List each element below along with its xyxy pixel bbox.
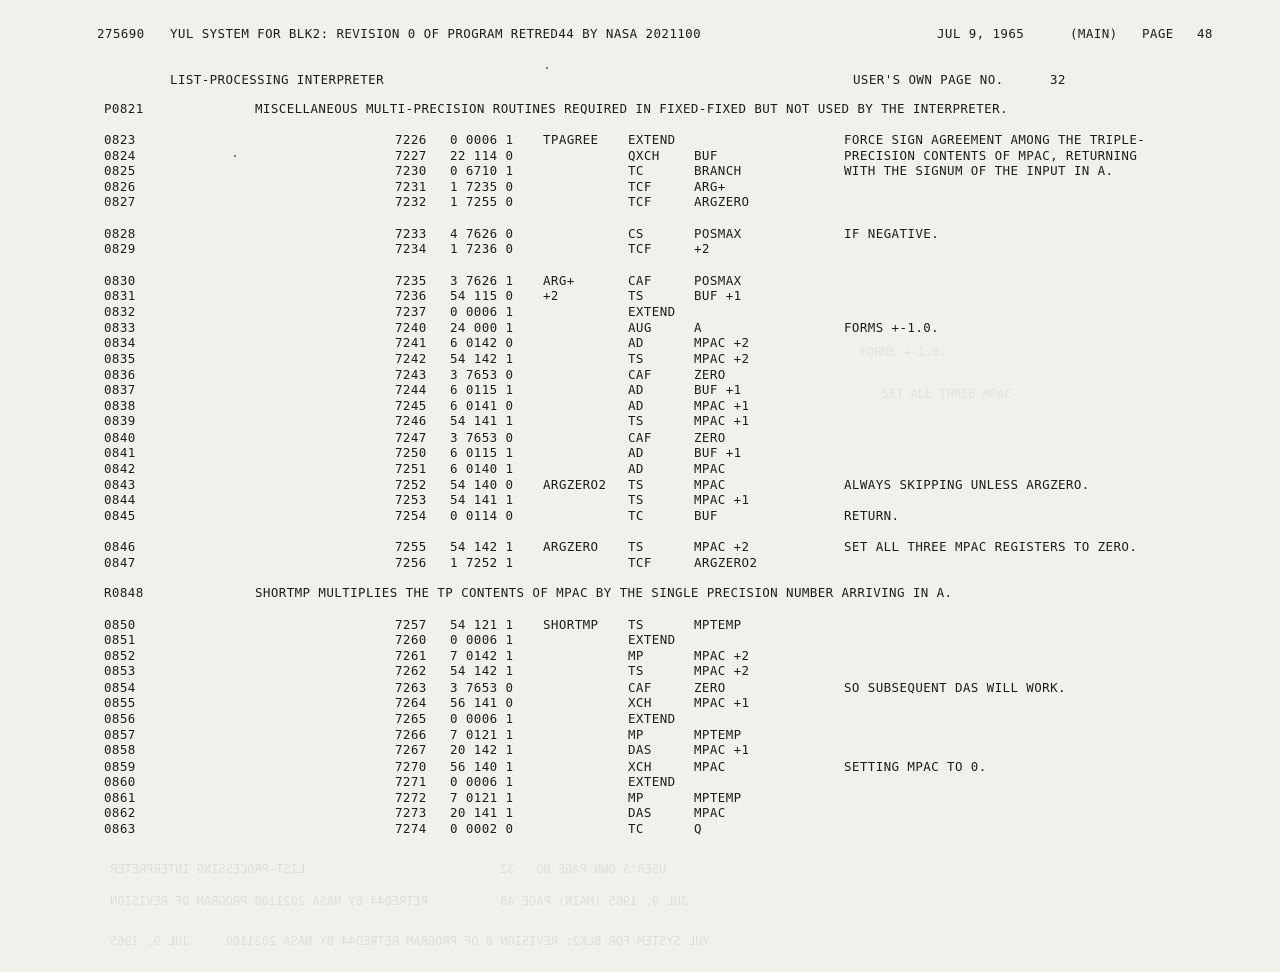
page-number: 48 [1197,26,1213,41]
listing-operand: MPAC [694,805,726,820]
listing-addr: 7267 [395,742,427,757]
listing-addr: 7226 [395,132,427,147]
listing-addr: 7261 [395,648,427,663]
section-banner: SHORTMP MULTIPLIES THE TP CONTENTS OF MPAC BY THE SINGLE PRECISION NUMBER ARRIVING IN A. [255,585,953,600]
page-label: PAGE [1142,26,1174,41]
listing-addr: 7245 [395,398,427,413]
listing-op: TS [628,351,644,366]
listing-code: 0 0006 1 [450,711,514,726]
listing-op: TS [628,288,644,303]
listing-label: +2 [543,288,559,303]
listing-line: 0826 [104,179,136,194]
listing-code: 56 141 0 [450,695,514,710]
listing-subtitle: LIST-PROCESSING INTERPRETER [170,72,384,87]
listing-operand: BUF [694,148,718,163]
listing-operand: MPAC +2 [694,648,750,663]
listing-operand: BUF [694,508,718,523]
listing-code: 6 0140 1 [450,461,514,476]
listing-addr: 7241 [395,335,427,350]
listing-addr: 7252 [395,477,427,492]
listing-code: 54 142 1 [450,663,514,678]
listing-addr: 7257 [395,617,427,632]
listing-label: TPAGREE [543,132,599,147]
listing-op: TS [628,492,644,507]
listing-op: CAF [628,430,652,445]
listing-operand: MPTEMP [694,790,742,805]
listing-operand: MPAC +2 [694,335,750,350]
listing-addr: 7243 [395,367,427,382]
listing-addr: 7270 [395,759,427,774]
listing-code: 1 7236 0 [450,241,514,256]
listing-line: 0824 [104,148,136,163]
listing-line: 0839 [104,413,136,428]
listing-operand: MPAC [694,759,726,774]
listing-line: 0832 [104,304,136,319]
listing-comment: WITH THE SIGNUM OF THE INPUT IN A. [844,163,1114,178]
listing-op: XCH [628,695,652,710]
page-speck [234,155,236,157]
listing-line: P0821 [104,101,144,116]
listing-addr: 7253 [395,492,427,507]
bleed-through-line-3: YUL SYSTEM FOR BLK2: REVISION 0 OF PROGRAM RETRED44 BY NASA 2021100 JUL 9, 1965 [110,934,710,948]
listing-line: 0823 [104,132,136,147]
listing-line: 0840 [104,430,136,445]
listing-addr: 7254 [395,508,427,523]
listing-operand: BRANCH [694,163,742,178]
listing-operand: ZERO [694,430,726,445]
listing-title: YUL SYSTEM FOR BLK2: REVISION 0 OF PROGRAM RETRED44 BY NASA 2021100 [170,26,702,41]
listing-addr: 7240 [395,320,427,335]
listing-addr: 7232 [395,194,427,209]
listing-line: 0831 [104,288,136,303]
listing-addr: 7233 [395,226,427,241]
listing-line: 0829 [104,241,136,256]
listing-operand: MPAC +1 [694,413,750,428]
listing-addr: 7271 [395,774,427,789]
listing-line: 0833 [104,320,136,335]
listing-operand: MPAC [694,461,726,476]
users-page-number: 32 [1050,72,1066,87]
listing-line: 0827 [104,194,136,209]
listing-op: CAF [628,367,652,382]
listing-line: 0863 [104,821,136,836]
listing-op: EXTEND [628,304,676,319]
listing-line: 0854 [104,680,136,695]
listing-id: 275690 [97,26,145,41]
listing-line: R0848 [104,585,144,600]
listing-code: 20 141 1 [450,805,514,820]
listing-op: TS [628,539,644,554]
listing-code: 0 0002 0 [450,821,514,836]
listing-code: 3 7653 0 [450,430,514,445]
listing-operand: MPAC +2 [694,663,750,678]
listing-op: MP [628,727,644,742]
listing-operand: BUF +1 [694,288,742,303]
listing-addr: 7266 [395,727,427,742]
listing-addr: 7256 [395,555,427,570]
listing-addr: 7246 [395,413,427,428]
listing-operand: ARGZERO [694,194,750,209]
listing-op: MP [628,790,644,805]
listing-comment: SO SUBSEQUENT DAS WILL WORK. [844,680,1066,695]
page-speck [546,67,548,69]
listing-code: 1 7235 0 [450,179,514,194]
listing-addr: 7264 [395,695,427,710]
listing-op: EXTEND [628,774,676,789]
listing-code: 7 0121 1 [450,727,514,742]
listing-label: ARGZERO2 [543,477,607,492]
listing-op: TCF [628,194,652,209]
listing-line: 0856 [104,711,136,726]
listing-line: 0835 [104,351,136,366]
listing-line: 0859 [104,759,136,774]
listing-operand: MPAC +2 [694,351,750,366]
listing-op: TC [628,508,644,523]
listing-comment: FORCE SIGN AGREEMENT AMONG THE TRIPLE- [844,132,1146,147]
listing-op: EXTEND [628,132,676,147]
listing-code: 0 0006 1 [450,304,514,319]
listing-addr: 7230 [395,163,427,178]
listing-line: 0844 [104,492,136,507]
listing-line: 0860 [104,774,136,789]
listing-addr: 7274 [395,821,427,836]
listing-operand: MPAC +1 [694,742,750,757]
listing-operand: MPAC +2 [694,539,750,554]
listing-operand: MPAC [694,477,726,492]
listing-line: 0853 [104,663,136,678]
listing-operand: POSMAX [694,226,742,241]
listing-op: DAS [628,805,652,820]
listing-op: CAF [628,680,652,695]
listing-addr: 7234 [395,241,427,256]
listing-line: 0850 [104,617,136,632]
listing-code: 6 0115 1 [450,445,514,460]
listing-operand: BUF +1 [694,445,742,460]
listing-addr: 7247 [395,430,427,445]
listing-code: 6 0141 0 [450,398,514,413]
listing-code: 7 0142 1 [450,648,514,663]
listing-label: SHORTMP [543,617,599,632]
listing-operand: ZERO [694,367,726,382]
listing-op: TS [628,663,644,678]
listing-line: 0861 [104,790,136,805]
listing-label: ARGZERO [543,539,599,554]
listing-addr: 7262 [395,663,427,678]
listing-code: 54 142 1 [450,539,514,554]
bleed-through-line-2: JUL 9, 1965 (MAIN) PAGE 48 RETRED44 BY NASA 2021100 PROGRAM OF REVISION [110,894,688,908]
listing-addr: 7227 [395,148,427,163]
listing-comment: FORMS +-1.0. [844,320,940,335]
listing-line: 0851 [104,632,136,647]
listing-op: EXTEND [628,711,676,726]
listing-line: 0843 [104,477,136,492]
listing-op: CAF [628,273,652,288]
listing-operand: POSMAX [694,273,742,288]
listing-date: JUL 9, 1965 [937,26,1025,41]
listing-operand: MPTEMP [694,727,742,742]
listing-addr: 7244 [395,382,427,397]
listing-line: 0855 [104,695,136,710]
listing-line: 0830 [104,273,136,288]
listing-operand: A [694,320,702,335]
listing-addr: 7251 [395,461,427,476]
listing-addr: 7250 [395,445,427,460]
listing-line: 0852 [104,648,136,663]
listing-addr: 7235 [395,273,427,288]
listing-code: 0 0114 0 [450,508,514,523]
listing-operand: ARGZERO2 [694,555,758,570]
listing-line: 0828 [104,226,136,241]
listing-op: TCF [628,179,652,194]
listing-code: 0 0006 1 [450,774,514,789]
listing-addr: 7272 [395,790,427,805]
listing-code: 20 142 1 [450,742,514,757]
listing-op: AD [628,382,644,397]
listing-operand: MPAC +1 [694,398,750,413]
listing-code: 6 0142 0 [450,335,514,350]
listing-addr: 7263 [395,680,427,695]
listing-code: 1 7252 1 [450,555,514,570]
listing-op: EXTEND [628,632,676,647]
listing-code: 54 141 1 [450,492,514,507]
listing-line: 0857 [104,727,136,742]
listing-code: 0 0006 1 [450,632,514,647]
listing-addr: 7231 [395,179,427,194]
listing-comment: SET ALL THREE MPAC REGISTERS TO ZERO. [844,539,1138,554]
listing-op: TC [628,821,644,836]
listing-op: XCH [628,759,652,774]
listing-addr: 7236 [395,288,427,303]
listing-code: 54 142 1 [450,351,514,366]
listing-code: 3 7653 0 [450,367,514,382]
listing-op: TS [628,617,644,632]
listing-code: 54 115 0 [450,288,514,303]
listing-op: TS [628,413,644,428]
listing-line: 0825 [104,163,136,178]
listing-op: TCF [628,555,652,570]
listing-op: AD [628,398,644,413]
listing-code: 56 140 1 [450,759,514,774]
listing-operand: MPAC +1 [694,695,750,710]
listing-comment: ALWAYS SKIPPING UNLESS ARGZERO. [844,477,1090,492]
listing-op: AUG [628,320,652,335]
listing-addr: 7237 [395,304,427,319]
listing-code: 4 7626 0 [450,226,514,241]
listing-addr: 7273 [395,805,427,820]
listing-label: ARG+ [543,273,575,288]
listing-line: 0838 [104,398,136,413]
listing-section: (MAIN) [1070,26,1118,41]
listing-op: AD [628,461,644,476]
listing-code: 24 000 1 [450,320,514,335]
listing-code: 54 141 1 [450,413,514,428]
listing-line: 0862 [104,805,136,820]
listing-line: 0842 [104,461,136,476]
listing-comment: PRECISION CONTENTS OF MPAC, RETURNING [844,148,1138,163]
section-banner: MISCELLANEOUS MULTI-PRECISION ROUTINES REQUIRED IN FIXED-FIXED BUT NOT USED BY THE INTERPRETER. [255,101,1008,116]
listing-operand: BUF +1 [694,382,742,397]
listing-line: 0837 [104,382,136,397]
listing-operand: ZERO [694,680,726,695]
listing-code: 22 114 0 [450,148,514,163]
listing-op: TCF [628,241,652,256]
listing-code: 0 0006 1 [450,132,514,147]
listing-code: 54 140 0 [450,477,514,492]
listing-code: 1 7255 0 [450,194,514,209]
listing-op: AD [628,445,644,460]
listing-addr: 7255 [395,539,427,554]
listing-operand: Q [694,821,702,836]
listing-code: 54 121 1 [450,617,514,632]
listing-line: 0845 [104,508,136,523]
listing-operand: ARG+ [694,179,726,194]
listing-addr: 7242 [395,351,427,366]
listing-line: 0836 [104,367,136,382]
listing-comment: SETTING MPAC TO 0. [844,759,987,774]
listing-op: AD [628,335,644,350]
listing-operand: MPTEMP [694,617,742,632]
listing-code: 3 7626 1 [450,273,514,288]
listing-line: 0858 [104,742,136,757]
users-page-label: USER'S OWN PAGE NO. [853,72,1004,87]
listing-op: TC [628,163,644,178]
listing-comment: IF NEGATIVE. [844,226,940,241]
listing-op: DAS [628,742,652,757]
listing-op: TS [628,477,644,492]
listing-code: 7 0121 1 [450,790,514,805]
listing-line: 0846 [104,539,136,554]
bleed-through-block: FORMS +-1.0. SET ALL THREE MPAC [860,345,1012,401]
listing-op: MP [628,648,644,663]
listing-code: 3 7653 0 [450,680,514,695]
listing-operand: MPAC +1 [694,492,750,507]
listing-op: CS [628,226,644,241]
listing-line: 0834 [104,335,136,350]
listing-addr: 7260 [395,632,427,647]
listing-code: 6 0115 1 [450,382,514,397]
listing-code: 0 6710 1 [450,163,514,178]
listing-line: 0841 [104,445,136,460]
bleed-through-line-1: USER'S OWN PAGE NO. 32 LIST-PROCESSING INTERPRETER [110,862,667,876]
listing-op: QXCH [628,148,660,163]
listing-comment: RETURN. [844,508,900,523]
listing-line: 0847 [104,555,136,570]
listing-addr: 7265 [395,711,427,726]
listing-operand: +2 [694,241,710,256]
